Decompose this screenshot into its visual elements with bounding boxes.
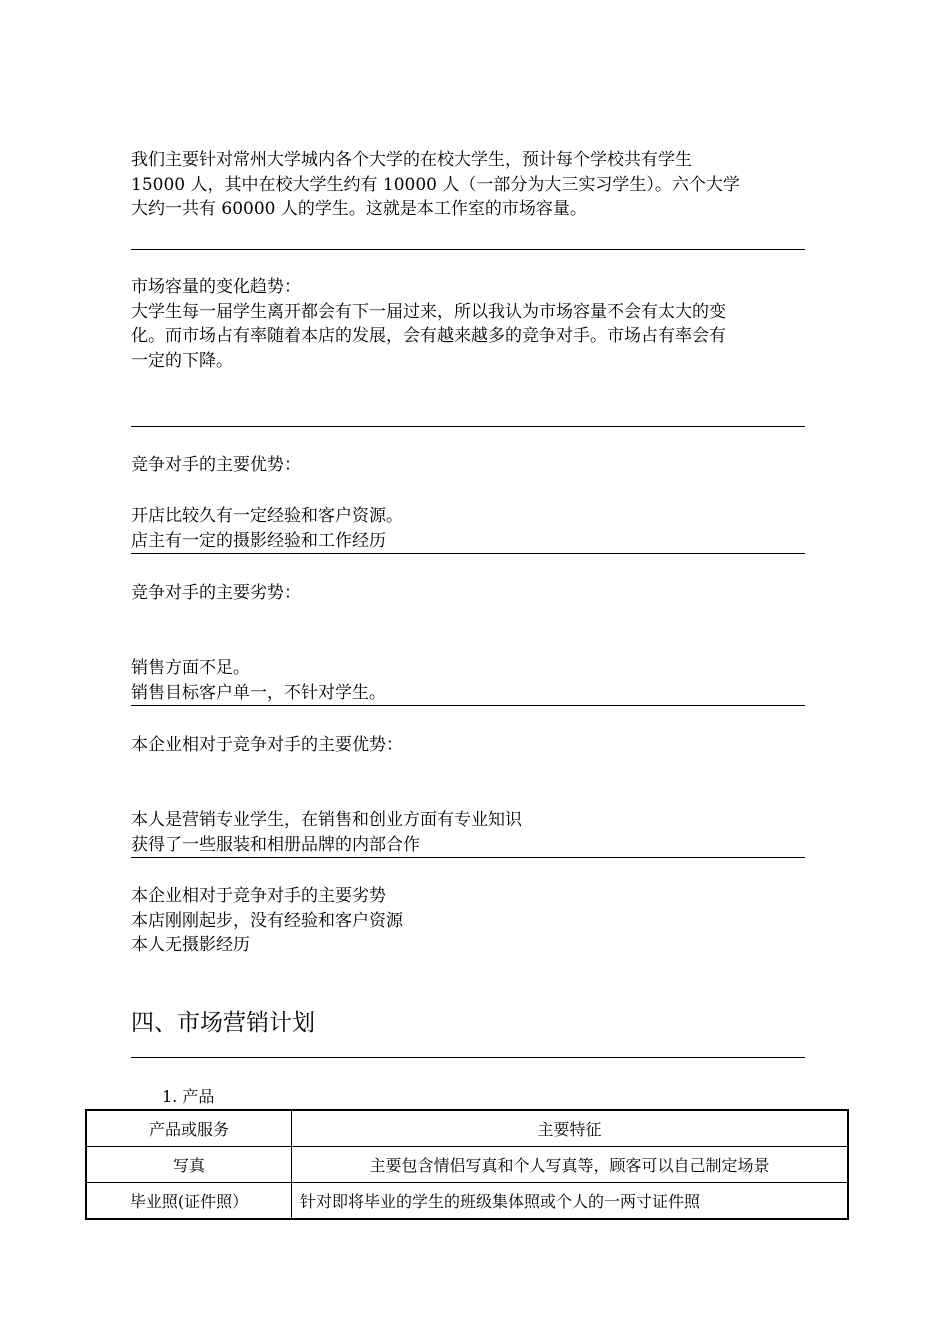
table-cell: 针对即将毕业的学生的班级集体照或个人的一两寸证件照 [292, 1183, 849, 1220]
table-cell: 写真 [86, 1147, 292, 1183]
table-header-cell: 主要特征 [292, 1110, 849, 1147]
our-weaknesses-paragraph [131, 884, 811, 958]
text-line: 销售目标客户单一，不针对学生。 [131, 682, 386, 703]
text-line: 开店比较久有一定经验和客户资源。 [131, 506, 403, 526]
text-line: 大学生每一届学生离开都会有下一届过来，所以我认为市场容量不会有太大的变 [131, 301, 726, 322]
competitor-strengths-title [131, 453, 811, 478]
text-line: 销售方面不足。 [131, 658, 250, 678]
section-divider [131, 1057, 805, 1058]
text-line: 本店刚刚起步，没有经验和客户资源 [131, 910, 403, 931]
our-strengths-title [131, 733, 811, 758]
text-line: 店主有一定的摄影经验和工作经历 [131, 530, 386, 551]
competitor-weaknesses-title [131, 581, 811, 606]
table-header-row [86, 1110, 848, 1147]
section-heading: 四、市场营销计划 [131, 1010, 315, 1036]
section-divider [131, 426, 805, 427]
text-line: 一定的下降。 [131, 350, 233, 371]
section-divider [131, 705, 805, 706]
competitor-strengths-list [131, 504, 811, 553]
text-line: 我们主要针对常州大学城内各个大学的在校大学生，预计每个学校共有学生 [131, 150, 692, 170]
text-line: 本人是营销专业学生，在销售和创业方面有专业知识 [131, 810, 522, 830]
section-divider [131, 249, 805, 250]
table-header-cell: 产品或服务 [86, 1110, 292, 1147]
text-line: 本人无摄影经历 [131, 935, 250, 955]
product-table [85, 1109, 849, 1220]
table-cell: 主要包含情侣写真和个人写真等，顾客可以自己制定场景 [292, 1147, 849, 1183]
our-strengths-list [131, 808, 811, 857]
market-size-paragraph [131, 148, 811, 222]
text-line: 获得了一些服装和相册品牌的内部合作 [131, 834, 420, 855]
table-row [86, 1183, 848, 1220]
competitor-weaknesses-list [131, 656, 811, 705]
trend-paragraph [131, 275, 811, 373]
text-line: 竞争对手的主要劣势： [131, 583, 301, 603]
section-divider [131, 857, 805, 858]
table-cell: 毕业照(证件照） [86, 1183, 292, 1220]
text-line: 15000 人，其中在校大学生约有 10000 人（一部分为大三实习学生）。六个大学 [131, 174, 740, 195]
text-line: 化。而市场占有率随着本店的发展，会有越来越多的竞争对手。市场占有率会有 [131, 326, 726, 346]
text-line: 竞争对手的主要优势： [131, 455, 301, 475]
subsection-title: 1. 产品 [162, 1087, 215, 1106]
text-line: 大约一共有 60000 人的学生。这就是本工作室的市场容量。 [131, 199, 587, 219]
section-divider [131, 553, 805, 554]
text-line: 本企业相对于竞争对手的主要优势： [131, 735, 403, 755]
text-line: 本企业相对于竞争对手的主要劣势 [131, 886, 386, 906]
table-row [86, 1147, 848, 1183]
trend-title: 市场容量的变化趋势： [131, 277, 301, 297]
